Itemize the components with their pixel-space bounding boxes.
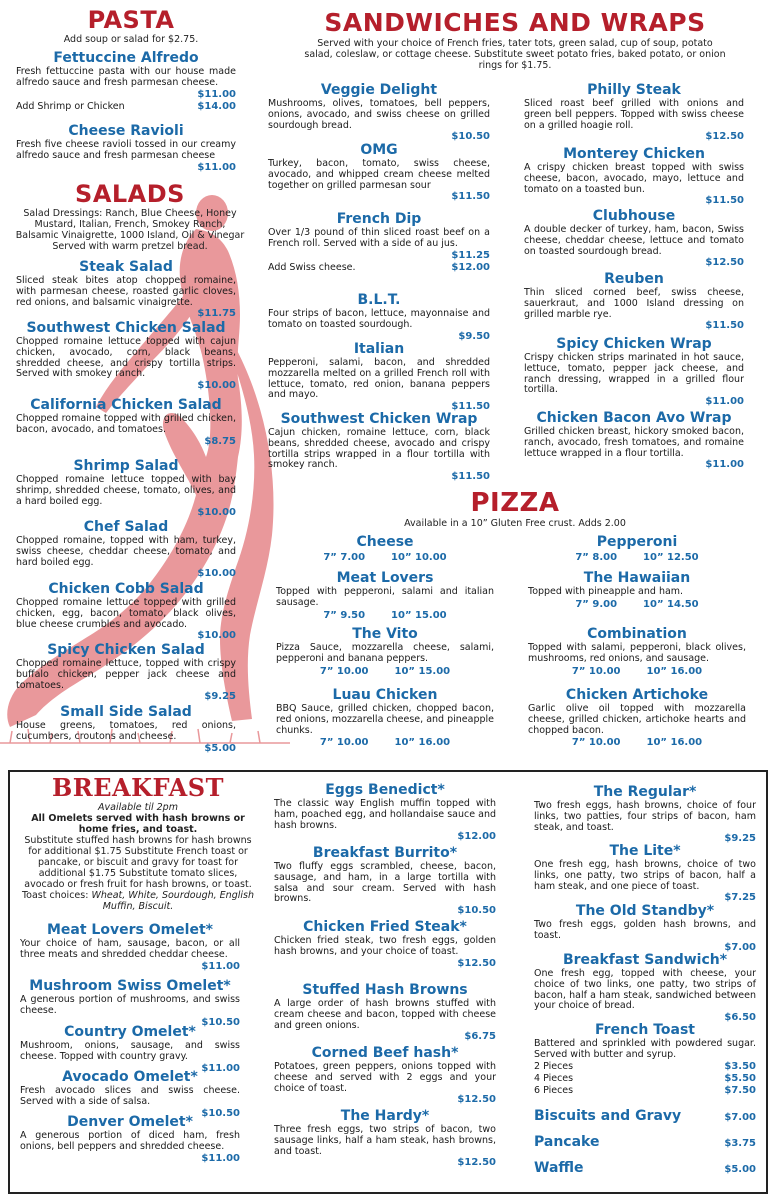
item-name: Waffle xyxy=(534,1160,584,1176)
toast-options: Wheat, White, Sourdough, English Muffin, Biscuit. xyxy=(91,890,254,912)
item-price: $9.25 xyxy=(204,691,236,703)
item-price: $11.00 xyxy=(705,396,744,408)
pizza-item-combination xyxy=(528,626,746,678)
item-price: $11.00 xyxy=(197,88,236,100)
price-7in: 7” 9.00 xyxy=(575,598,618,610)
menu-item-meat-lovers-omelet xyxy=(20,922,240,973)
menu-item-monterey-chicken xyxy=(524,146,744,207)
price-7in: 7” 7.00 xyxy=(323,552,366,563)
item-name: OMG xyxy=(360,142,398,158)
item-desc: Topped with pepperoni, salami and italian sausage. xyxy=(276,586,494,608)
menu-item-southwest-chicken-salad xyxy=(16,320,236,392)
item-name: Luau Chicken xyxy=(332,687,438,703)
salads-title: SALADS xyxy=(75,180,185,208)
menu-item-blt xyxy=(268,292,490,343)
item-desc: Cajun chicken, romaine lettuce, corn, black beans, shredded cheese, avocado and crispy tortilla strips wrapped in a flour tortilla with smokey ranch. xyxy=(268,427,490,471)
item-name: Avocado Omelet* xyxy=(62,1069,198,1085)
item-desc: Potatoes, green peppers, onions topped with cheese and served with 2 eggs and your choice of toast. xyxy=(274,1061,496,1094)
item-name: French Toast xyxy=(595,1022,695,1038)
item-price: $11.00 xyxy=(201,1062,240,1074)
item-name: Shrimp Salad xyxy=(73,458,179,474)
item-name: Spicy Chicken Wrap xyxy=(556,336,712,352)
item-price: $12.50 xyxy=(457,957,496,969)
menu-item-veggie-delight xyxy=(268,82,490,143)
pasta-title: PASTA xyxy=(87,6,175,34)
omelet-note: Substitute stuffed hash browns for hash browns for additional $1.75 Substitute French toast or pancake, or biscuit and gravy for toast for additional $1.75 Substitute tomato slices, avocado or fresh fruit for hash browns, or toast. xyxy=(24,835,252,890)
item-desc: Sliced roast beef grilled with onions and green bell peppers. Topped with swiss cheese on a grilled hoagie roll. xyxy=(524,98,744,131)
item-price: $6.75 xyxy=(464,1031,496,1043)
item-desc: Crispy chicken strips marinated in hot sauce, lettuce, tomato, pepper jack cheese, and ranch dressing, wrapped in a grilled flour tortilla. xyxy=(524,352,744,396)
menu-item-philly-steak xyxy=(524,82,744,143)
item-price: $7.00 xyxy=(724,1112,756,1123)
item-desc: Pizza Sauce, mozzarella cheese, salami, pepperoni and banana peppers. xyxy=(276,642,494,664)
item-desc: Pepperoni, salami, bacon, and shredded mozzarella melted on a grilled French roll with lettuce, tomato, red onion, banana peppers and mayo. xyxy=(268,357,490,401)
item-name: Italian xyxy=(353,341,405,357)
item-name: Chicken Bacon Avo Wrap xyxy=(536,410,732,426)
menu-item-small-side-salad xyxy=(16,704,236,755)
menu-item-italian xyxy=(268,341,490,413)
size-prices xyxy=(528,665,746,678)
item-desc: Over 1/3 pound of thin sliced roast beef on a French roll. Served with a side of au jus. xyxy=(268,227,490,249)
breakfast-title: BREAKFAST xyxy=(52,773,224,802)
item-name: Cheese xyxy=(356,534,414,550)
item-price: $7.00 xyxy=(724,941,756,953)
item-desc: Fresh fettuccine pasta with our house made alfredo sauce and fresh parmesan cheese. xyxy=(16,66,236,88)
sandwiches-note: Served with your choice of French fries, tater tots, green salad, cup of soup, potato salad, coleslaw, or cottage cheese. Substitute sweet potato fries, baked potato, or onion rings for $1.75. xyxy=(304,38,726,71)
pizza-item-the-hawaiian xyxy=(528,570,746,611)
item-desc: Sliced steak bites atop chopped romaine, with parmesan cheese, roasted garlic cloves, red onions, and balsamic vinaigrette. xyxy=(16,275,236,308)
menu-item-mushroom-swiss-omelet xyxy=(20,978,240,1029)
item-desc: A large order of hash browns stuffed with cream cheese and bacon, topped with cheese and green onions. xyxy=(274,998,496,1031)
item-name: Southwest Chicken Salad xyxy=(26,320,226,336)
item-price: $11.00 xyxy=(197,161,236,173)
menu-item-eggs-benedict xyxy=(274,782,496,843)
item-desc: Mushroom, onions, sausage, and swiss cheese. Topped with country gravy. xyxy=(20,1040,240,1062)
item-price: $11.25 xyxy=(451,249,490,261)
menu-item-reuben xyxy=(524,271,744,332)
size-prices xyxy=(528,736,746,749)
item-desc: The classic way English muffin topped with ham, poached egg, and hollandaise sauce and hash browns. xyxy=(274,798,496,831)
pizza-item-chicken-artichoke xyxy=(528,687,746,749)
menu-item-denver-omelet xyxy=(20,1114,240,1165)
item-price: $3.75 xyxy=(724,1138,756,1149)
item-price: $11.50 xyxy=(705,195,744,207)
menu-item-stuffed-hash-browns xyxy=(274,982,496,1043)
item-name: French Dip xyxy=(336,211,422,227)
price-7in: 7” 10.00 xyxy=(571,665,621,677)
item-desc: Four strips of bacon, lettuce, mayonnaise and tomato on toasted sourdough. xyxy=(268,308,490,330)
item-desc: Mushrooms, olives, tomatoes, bell peppers, onions, avocado, and swiss cheese on grilled sourdough bread. xyxy=(268,98,490,131)
item-price: $12.50 xyxy=(457,1094,496,1106)
item-desc: Chopped romaine lettuce topped with cajun chicken, avocado, corn, black beans, shredded cheese, and crispy tortilla strips. Served with smokey ranch. xyxy=(16,336,236,380)
item-price: $11.50 xyxy=(451,401,490,413)
menu-item-chef-salad xyxy=(16,519,236,580)
option-label: 6 Pieces xyxy=(534,1084,574,1096)
item-price: $11.50 xyxy=(451,471,490,483)
pasta-section xyxy=(14,6,248,45)
item-desc: Turkey, bacon, tomato, swiss cheese, avocado, and whipped cream cheese melted together on grilled parmesan sour xyxy=(268,158,490,191)
price-7in: 7” 10.00 xyxy=(319,737,369,749)
item-desc: House greens, tomatoes, red onions, cucumbers, croutons and cheese. xyxy=(16,720,236,742)
menu-item-waffle xyxy=(534,1160,756,1177)
item-desc: A double decker of turkey, ham, bacon, Swiss cheese, cheddar cheese, lettuce and tomato on toasted sourdough bread. xyxy=(524,224,744,257)
menu-item-the-hardy xyxy=(274,1108,496,1169)
menu-item-pancake xyxy=(534,1134,756,1151)
size-prices xyxy=(528,598,746,611)
item-price: $9.50 xyxy=(458,330,490,342)
item-desc: Chopped romaine topped with grilled chicken, bacon, avocado, and tomatoes. xyxy=(16,413,236,435)
price-7in: 7” 10.00 xyxy=(571,737,621,749)
extra-option xyxy=(268,262,490,274)
item-desc: Two fluffy eggs scrambled, cheese, bacon, sausage, and ham, in a large tortilla with salsa and sour cream. Served with hash browns. xyxy=(274,861,496,905)
breakfast-box xyxy=(8,770,768,1194)
item-desc: Three fresh eggs, two strips of bacon, two sausage links, half a ham steak, hash browns, and toast. xyxy=(274,1124,496,1157)
item-price: $11.50 xyxy=(705,320,744,332)
item-price: $8.75 xyxy=(204,435,236,447)
item-name: Chef Salad xyxy=(83,519,169,535)
item-name: Meat Lovers xyxy=(336,570,434,586)
pizza-item-meat-lovers xyxy=(276,570,494,622)
extra-label: Add Swiss cheese. xyxy=(268,261,356,273)
pizza-item-luau-chicken xyxy=(276,687,494,749)
item-name: Reuben xyxy=(604,271,664,287)
item-name: Cheese Ravioli xyxy=(68,123,184,139)
item-name: The Hawaiian xyxy=(583,570,691,586)
pasta-note: Add soup or salad for $2.75. xyxy=(63,34,199,45)
item-price: $12.50 xyxy=(457,1157,496,1169)
item-desc: A generous portion of mushrooms, and swiss cheese. xyxy=(20,994,240,1016)
item-desc: Your choice of ham, sausage, bacon, or all three meats and shredded cheddar cheese. xyxy=(20,938,240,960)
toast-label: Toast choices: xyxy=(21,890,89,901)
item-name: Southwest Chicken Wrap xyxy=(280,411,478,427)
item-name: Clubhouse xyxy=(592,208,676,224)
item-name: The Vito xyxy=(352,626,418,642)
item-price: $11.50 xyxy=(451,191,490,203)
sandwiches-title: SANDWICHES AND WRAPS xyxy=(324,8,706,37)
item-desc: Fresh avocado slices and swiss cheese. Served with a side of salsa. xyxy=(20,1085,240,1107)
sandwiches-section xyxy=(262,8,768,71)
size-prices xyxy=(276,551,494,564)
item-price: $5.00 xyxy=(724,1164,756,1175)
item-price: $11.75 xyxy=(197,308,236,320)
item-name: Corned Beef hash* xyxy=(311,1045,459,1061)
option-row xyxy=(534,1085,756,1097)
option-row xyxy=(534,1073,756,1085)
menu-item-california-chicken-salad xyxy=(16,397,236,448)
item-price: $10.50 xyxy=(201,1107,240,1119)
item-price: $12.50 xyxy=(705,131,744,143)
price-10in: 10” 12.50 xyxy=(643,552,699,563)
item-price: $11.00 xyxy=(705,459,744,471)
menu-item-the-old-standby xyxy=(534,903,756,954)
menu-item-country-omelet xyxy=(20,1024,240,1075)
option-label: 4 Pieces xyxy=(534,1072,574,1084)
item-name: Mushroom Swiss Omelet* xyxy=(29,978,231,994)
item-name: The Hardy* xyxy=(340,1108,430,1124)
item-name: The Old Standby* xyxy=(575,903,715,919)
item-name: Pepperoni xyxy=(596,534,678,550)
menu-item-breakfast-burrito xyxy=(274,845,496,917)
item-name: Eggs Benedict* xyxy=(325,782,445,798)
item-price: $10.50 xyxy=(451,131,490,143)
size-prices xyxy=(276,736,494,749)
item-desc: Chopped romaine, topped with ham, turkey, swiss cheese, cheddar cheese, tomato, and hard boiled egg. xyxy=(16,535,236,568)
menu-item-corned-beef-hash xyxy=(274,1045,496,1106)
item-desc: Chopped romaine lettuce topped with grilled chicken, egg, bacon, tomato, black olives, blue cheese crumbles and avocado. xyxy=(16,597,236,630)
item-name: Meat Lovers Omelet* xyxy=(46,922,213,938)
pizza-section xyxy=(262,488,768,529)
toast-choices xyxy=(20,890,256,912)
item-name: Steak Salad xyxy=(79,259,173,275)
item-name: Country Omelet* xyxy=(64,1024,196,1040)
item-name: Veggie Delight xyxy=(320,82,438,98)
menu-item-the-lite xyxy=(534,843,756,904)
menu-item-steak-salad xyxy=(16,259,236,320)
menu-item-fettuccine-alfredo xyxy=(16,50,236,113)
option-price: $5.50 xyxy=(724,1072,756,1084)
menu-item-french-dip xyxy=(268,211,490,274)
item-price: $6.50 xyxy=(724,1012,756,1024)
menu-item-cheese-ravioli xyxy=(16,123,236,174)
price-10in: 10” 16.00 xyxy=(646,737,703,749)
size-prices xyxy=(276,609,494,622)
item-desc: Topped with pineapple and ham. xyxy=(528,586,684,597)
price-7in: 7” 9.50 xyxy=(323,609,366,621)
item-name: The Lite* xyxy=(609,843,681,859)
item-desc: BBQ Sauce, grilled chicken, chopped bacon, red onions, mozzarella cheese, and pineapple chunks. xyxy=(276,703,494,736)
item-name: Spicy Chicken Salad xyxy=(47,642,205,658)
item-price: $12.50 xyxy=(705,257,744,269)
item-price: $11.00 xyxy=(201,960,240,972)
option-price: $3.50 xyxy=(724,1060,756,1072)
item-price: $5.00 xyxy=(204,742,236,754)
menu-item-biscuits-and-gravy xyxy=(534,1108,756,1125)
option-price: $7.50 xyxy=(724,1084,756,1096)
menu-item-avocado-omelet xyxy=(20,1069,240,1120)
item-desc: One fresh egg, topped with cheese, your choice of two links, one patty, two strips of bacon, half a ham steak, sandwiched between your choice of bread. xyxy=(534,968,756,1012)
item-desc: A generous portion of diced ham, fresh onions, bell peppers and shredded cheese. xyxy=(20,1130,240,1152)
pizza-item-pepperoni xyxy=(528,534,746,564)
menu-item-chicken-fried-steak xyxy=(274,919,496,970)
item-name: B.L.T. xyxy=(357,292,401,308)
price-10in: 10” 10.00 xyxy=(391,552,447,563)
pizza-title: PIZZA xyxy=(470,488,560,518)
item-name: Fettuccine Alfredo xyxy=(53,50,199,66)
item-desc: Two fresh eggs, golden hash browns, and toast. xyxy=(534,919,756,941)
omelet-note-bold: All Omelets served with hash browns or home fries, and toast. xyxy=(31,813,245,835)
item-desc: Topped with salami, pepperoni, black olives, mushrooms, red onions, and sausage. xyxy=(528,642,746,664)
item-name: Biscuits and Gravy xyxy=(534,1108,682,1124)
extra-price: $14.00 xyxy=(197,100,236,112)
menu-item-spicy-chicken-salad xyxy=(16,642,236,703)
item-name: The Regular* xyxy=(593,784,697,800)
item-name: Chicken Fried Steak* xyxy=(303,919,467,935)
price-10in: 10” 14.50 xyxy=(643,598,699,610)
item-desc: Garlic olive oil topped with mozzarella cheese, grilled chicken, artichoke hearts and chopped bacon. xyxy=(528,703,746,736)
item-name: Small Side Salad xyxy=(60,704,192,720)
item-desc: Chopped romaine lettuce, topped with crispy buffalo chicken, pepper jack cheese and tomatoes. xyxy=(16,658,236,691)
menu-item-french-toast xyxy=(534,1022,756,1097)
option-label: 2 Pieces xyxy=(534,1060,574,1072)
item-price: $10.00 xyxy=(197,380,236,392)
item-desc: Two fresh eggs, hash browns, choice of four links, two patties, four strips of bacon, ham steak, and toast. xyxy=(534,800,756,833)
price-7in: 7” 8.00 xyxy=(575,552,618,563)
extra-option xyxy=(16,101,236,113)
item-price: $10.00 xyxy=(197,630,236,642)
menu-item-shrimp-salad xyxy=(16,458,236,519)
menu-item-the-regular xyxy=(534,784,756,845)
item-name: California Chicken Salad xyxy=(30,397,222,413)
item-desc: Thin sliced corned beef, swiss cheese, sauerkraut, and 1000 Island dressing on grilled marble rye. xyxy=(524,287,744,320)
item-desc: Grilled chicken breast, hickory smoked bacon, ranch, avocado, fresh tomatoes, and romaine lettuce wrapped in a flour tortilla. xyxy=(524,426,744,459)
item-desc: A crispy chicken breast topped with swiss cheese, bacon, avocado, mayo, lettuce and tomato on a toasted bun. xyxy=(524,162,744,195)
salads-note: Salad Dressings: Ranch, Blue Cheese, Honey Mustard, Italian, French, Smokey Ranch, Balsamic Vinaigrette, 1000 Island, Oil & Vinegar Served with warm pretzel bread. xyxy=(15,208,245,252)
item-price: $10.50 xyxy=(201,1016,240,1028)
item-desc: Battered and sprinkled with powdered sugar. Served with butter and syrup. xyxy=(534,1038,756,1060)
item-name: Breakfast Sandwich* xyxy=(562,952,728,968)
option-row xyxy=(534,1061,756,1073)
size-prices xyxy=(528,551,746,564)
item-price: $9.25 xyxy=(724,833,756,845)
item-desc: Chopped romaine lettuce topped with bay shrimp, shredded cheese, tomato, olives, and a hard boiled egg. xyxy=(16,474,236,507)
item-price: $10.00 xyxy=(197,507,236,519)
menu-item-southwest-chicken-wrap xyxy=(268,411,490,483)
salads-section xyxy=(12,180,248,252)
price-10in: 10” 16.00 xyxy=(394,737,451,749)
item-price: $11.00 xyxy=(201,1152,240,1164)
item-name: Chicken Artichoke xyxy=(565,687,709,703)
item-name: Pancake xyxy=(534,1134,600,1150)
item-price: $10.00 xyxy=(197,568,236,580)
extra-label: Add Shrimp or Chicken xyxy=(16,100,125,112)
item-price: $10.50 xyxy=(457,905,496,917)
item-desc: Chicken fried steak, two fresh eggs, golden hash browns, and your choice of toast. xyxy=(274,935,496,957)
menu-item-spicy-chicken-wrap xyxy=(524,336,744,408)
menu-item-clubhouse xyxy=(524,208,744,269)
item-name: Monterey Chicken xyxy=(563,146,705,162)
pizza-item-cheese xyxy=(276,534,494,564)
item-name: Philly Steak xyxy=(587,82,681,98)
price-10in: 10” 15.00 xyxy=(394,665,451,677)
menu-item-chicken-bacon-avo-wrap xyxy=(524,410,744,471)
price-10in: 10” 15.00 xyxy=(391,609,447,621)
price-10in: 10” 16.00 xyxy=(646,665,703,677)
extra-price: $12.00 xyxy=(451,261,490,273)
item-desc: One fresh egg, hash browns, choice of two links, one patty, two strips of bacon, half a ham steak, and one piece of toast. xyxy=(534,859,756,892)
item-name: Denver Omelet* xyxy=(67,1114,193,1130)
menu-item-omg xyxy=(268,142,490,203)
menu-item-chicken-cobb-salad xyxy=(16,581,236,642)
item-name: Combination xyxy=(587,626,687,642)
item-name: Chicken Cobb Salad xyxy=(48,581,204,597)
size-prices xyxy=(276,665,494,678)
pizza-note: Available in a 10” Gluten Free crust. Adds 2.00 xyxy=(404,518,626,529)
menu-item-breakfast-sandwich xyxy=(534,952,756,1024)
item-name: Stuffed Hash Browns xyxy=(302,982,468,998)
price-7in: 7” 10.00 xyxy=(319,665,369,677)
item-name: Breakfast Burrito* xyxy=(312,845,458,861)
breakfast-available: Available til 2pm xyxy=(98,802,178,813)
item-desc: Fresh five cheese ravioli tossed in our creamy alfredo sauce and fresh parmesan cheese xyxy=(16,139,236,161)
pizza-item-the-vito xyxy=(276,626,494,678)
item-price: $12.00 xyxy=(457,831,496,843)
breakfast-header xyxy=(20,774,256,912)
item-price: $7.25 xyxy=(724,892,756,904)
